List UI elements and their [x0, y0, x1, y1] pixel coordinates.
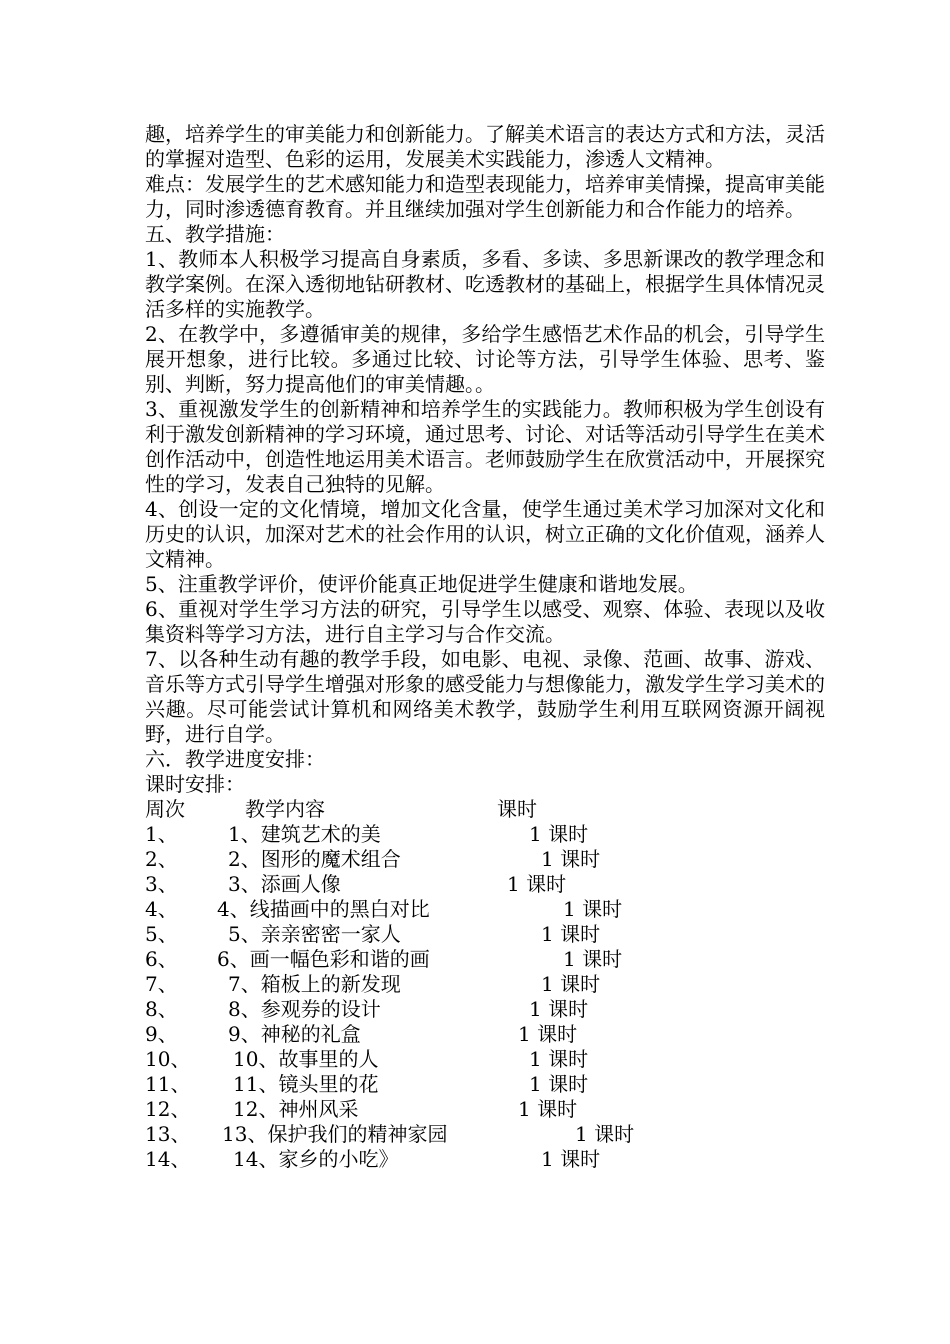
row-content: 11、镜头里的花 [233, 1072, 379, 1096]
row-week: 13、 [145, 1122, 191, 1146]
table-row [145, 922, 825, 947]
table-row [145, 1097, 825, 1122]
measure-item-7: 7、以各种生动有趣的教学手段，如电影、电视、录像、范画、故事、游戏、音乐等方式引导学生增强对形象的感受能力与想像能力，激发学生学习美术的兴趣。尽可能尝试计算机和网络美术教学，鼓励学生利用互联网资源开阔视野，进行自学。 [145, 647, 825, 746]
row-content: 3、添画人像 [228, 872, 341, 896]
row-content: 9、神秘的礼盒 [228, 1022, 361, 1046]
row-content: 2、图形的魔术组合 [228, 847, 401, 871]
paragraph-difficulties: 难点：发展学生的艺术感知能力和造型表现能力，培养审美情操，提高审美能力，同时渗透德育教育。并且继续加强对学生创新能力和合作能力的培养。 [145, 172, 825, 221]
row-week: 11、 [145, 1072, 191, 1096]
row-hours: 1 课时 [541, 972, 601, 996]
row-week: 5、 [145, 922, 178, 946]
row-week: 8、 [145, 997, 178, 1021]
row-content: 6、画一幅色彩和谐的画 [217, 947, 430, 971]
row-week: 7、 [145, 972, 178, 996]
row-content: 14、家乡的小吃》 [233, 1147, 399, 1171]
row-week: 2、 [145, 847, 178, 871]
measure-item-1: 1、教师本人积极学习提高自身素质，多看、多读、多思新课改的教学理念和教学案例。在深入透彻地钻研教材、吃透教材的基础上，根据学生具体情况灵活多样的实施教学。 [145, 247, 825, 321]
measure-item-4: 4、创设一定的文化情境，增加文化含量，使学生通过美术学习加深对文化和历史的认识，加深对艺术的社会作用的认识，树立正确的文化价值观，涵养人文精神。 [145, 497, 825, 571]
schedule-subheading: 课时安排： [145, 772, 245, 796]
schedule-header-row [145, 797, 825, 822]
header-hours: 课时 [497, 797, 537, 821]
row-week: 14、 [145, 1147, 191, 1171]
row-content: 12、神州风采 [233, 1097, 359, 1121]
row-hours: 1 课时 [518, 1097, 578, 1121]
document-page [145, 122, 825, 1172]
row-hours: 1 课时 [563, 947, 623, 971]
row-hours: 1 课时 [541, 922, 601, 946]
table-row [145, 1147, 825, 1172]
table-row [145, 972, 825, 997]
row-content: 13、保护我们的精神家园 [222, 1122, 448, 1146]
row-content: 5、亲亲密密一家人 [228, 922, 401, 946]
row-hours: 1 课时 [563, 897, 623, 921]
row-hours: 1 课时 [529, 997, 589, 1021]
table-row [145, 1047, 825, 1072]
row-hours: 1 课时 [541, 1147, 601, 1171]
paragraph-goals-continued: 趣，培养学生的审美能力和创新能力。了解美术语言的表达方式和方法，灵活的掌握对造型、色彩的运用，发展美术实践能力，渗透人文精神。 [145, 122, 825, 171]
row-hours: 1 课时 [541, 847, 601, 871]
row-hours: 1 课时 [518, 1022, 578, 1046]
table-row [145, 847, 825, 872]
measure-item-6: 6、重视对学生学习方法的研究，引导学生以感受、观察、体验、表现以及收集资料等学习方法，进行自主学习与合作交流。 [145, 597, 825, 646]
row-content: 1、建筑艺术的美 [228, 822, 381, 846]
header-content: 教学内容 [245, 797, 325, 821]
row-week: 10、 [145, 1047, 191, 1071]
row-hours: 1 课时 [529, 1072, 589, 1096]
row-week: 3、 [145, 872, 178, 896]
row-content: 7、箱板上的新发现 [228, 972, 401, 996]
table-row [145, 1122, 825, 1147]
row-week: 9、 [145, 1022, 178, 1046]
table-row [145, 997, 825, 1022]
row-week: 1、 [145, 822, 178, 846]
table-row [145, 1022, 825, 1047]
table-row [145, 897, 825, 922]
row-hours: 1 课时 [507, 872, 567, 896]
row-hours: 1 课时 [575, 1122, 635, 1146]
table-row [145, 872, 825, 897]
row-hours: 1 课时 [529, 1047, 589, 1071]
table-row [145, 1072, 825, 1097]
row-content: 10、故事里的人 [233, 1047, 379, 1071]
row-week: 6、 [145, 947, 178, 971]
table-row [145, 822, 825, 847]
measure-item-5: 5、注重教学评价，使评价能真正地促进学生健康和谐地发展。 [145, 572, 698, 596]
measure-item-2: 2、在教学中，多遵循审美的规律，多给学生感悟艺术作品的机会，引导学生展开想象，进行比较。多通过比较、讨论等方法，引导学生体验、思考、鉴别、判断，努力提高他们的审美情趣。。 [145, 322, 825, 396]
section-heading-teaching-measures: 五、教学措施： [145, 222, 285, 246]
row-hours: 1 课时 [529, 822, 589, 846]
row-week: 4、 [145, 897, 178, 921]
row-content: 4、线描画中的黑白对比 [217, 897, 430, 921]
row-week: 12、 [145, 1097, 191, 1121]
section-heading-schedule: 六．教学进度安排： [145, 747, 325, 771]
header-week: 周次 [145, 797, 185, 821]
schedule-table [145, 797, 825, 1172]
table-row [145, 947, 825, 972]
row-content: 8、参观券的设计 [228, 997, 381, 1021]
measure-item-3: 3、重视激发学生的创新精神和培养学生的实践能力。教师积极为学生创设有利于激发创新精神的学习环境，通过思考、讨论、对话等活动引导学生在美术创作活动中，创造性地运用美术语言。老师鼓励学生在欣赏活动中，开展探究性的学习，发表自己独特的见解。 [145, 397, 825, 496]
